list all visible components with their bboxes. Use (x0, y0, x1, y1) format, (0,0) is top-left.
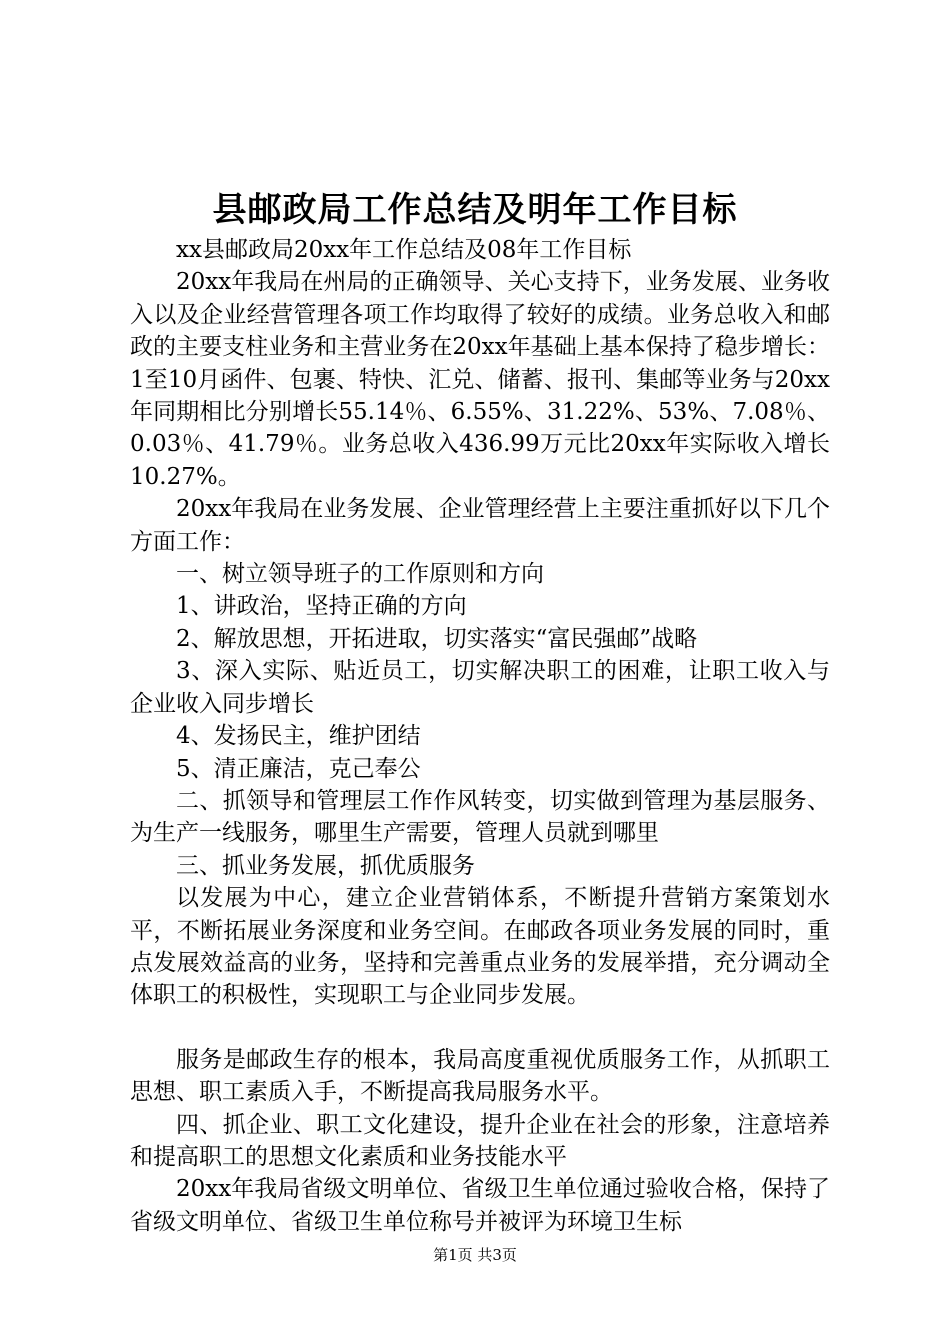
list-item: 5、清正廉洁，克己奉公 (176, 755, 421, 782)
section-heading: 二、抓领导和管理层工作作风转变，切实做到管理为基层服务、为生产一线服务，哪里生产需要，管理人员就到哪里 (130, 787, 830, 847)
paragraph-spacer (130, 1012, 830, 1044)
section-heading: 四、抓企业、职工文化建设，提升企业在社会的形象，注意培养和提高职工的思想文化素质和业务技能水平 (130, 1111, 830, 1170)
document-title: 县邮政局工作总结及明年工作目标 (212, 190, 738, 230)
list-item: 2、解放思想，开拓进取，切实落实“富民强邮”战略 (176, 625, 698, 652)
section-heading: 一、树立领导班子的工作原则和方向 (176, 561, 544, 588)
body-paragraph: 服务是邮政生存的根本，我局高度重视优质服务工作，从抓职工思想、职工素质入手，不断提高我局服务水平。 (130, 1046, 830, 1106)
list-item: 3、深入实际、贴近员工，切实解决职工的困难，让职工收入与企业收入同步增长 (130, 658, 830, 717)
body-paragraph: 20xx年我局在州局的正确领导、关心支持下，业务发展、业务收入以及企业经营管理各项工作均取得了较好的成绩。业务总收入和邮政的主要支柱业务和主营业务在20xx年基础上基本保持了稳步增长：1至10月函件、包裹、特快、汇兑、储蓄、报刊、集邮等业务与20xx年同期相比分别增长55.14％、6.55%、31.22%、53%、7.08％、0.03％、41.79％。业务总收入436.99万元比20xx年实际收入增长10.27%。 (130, 269, 830, 490)
body-paragraph: 20xx年我局在业务发展、企业管理经营上主要注重抓好以下几个方面工作： (130, 496, 830, 555)
list-item: 1、讲政治，坚持正确的方向 (176, 593, 467, 620)
section-heading: 三、抓业务发展，抓优质服务 (176, 852, 475, 879)
document-body (130, 234, 830, 1238)
body-paragraph: 以发展为中心，建立企业营销体系，不断提升营销方案策划水平，不断拓展业务深度和业务空间。在邮政各项业务发展的同时，重点发展效益高的业务，坚持和完善重点业务的发展举措，充分调动全体职工的积极性，实现职工与企业同步发展。 (130, 885, 830, 1009)
subtitle-paragraph: xx县邮政局20xx年工作总结及08年工作目标 (176, 237, 632, 263)
page-footer: 第1页 共3页 (433, 1246, 517, 1264)
body-paragraph: 20xx年我局省级文明单位、省级卫生单位通过验收合格，保持了省级文明单位、省级卫生单位称号并被评为环境卫生标 (130, 1176, 830, 1235)
list-item: 4、发扬民主，维护团结 (176, 723, 421, 750)
